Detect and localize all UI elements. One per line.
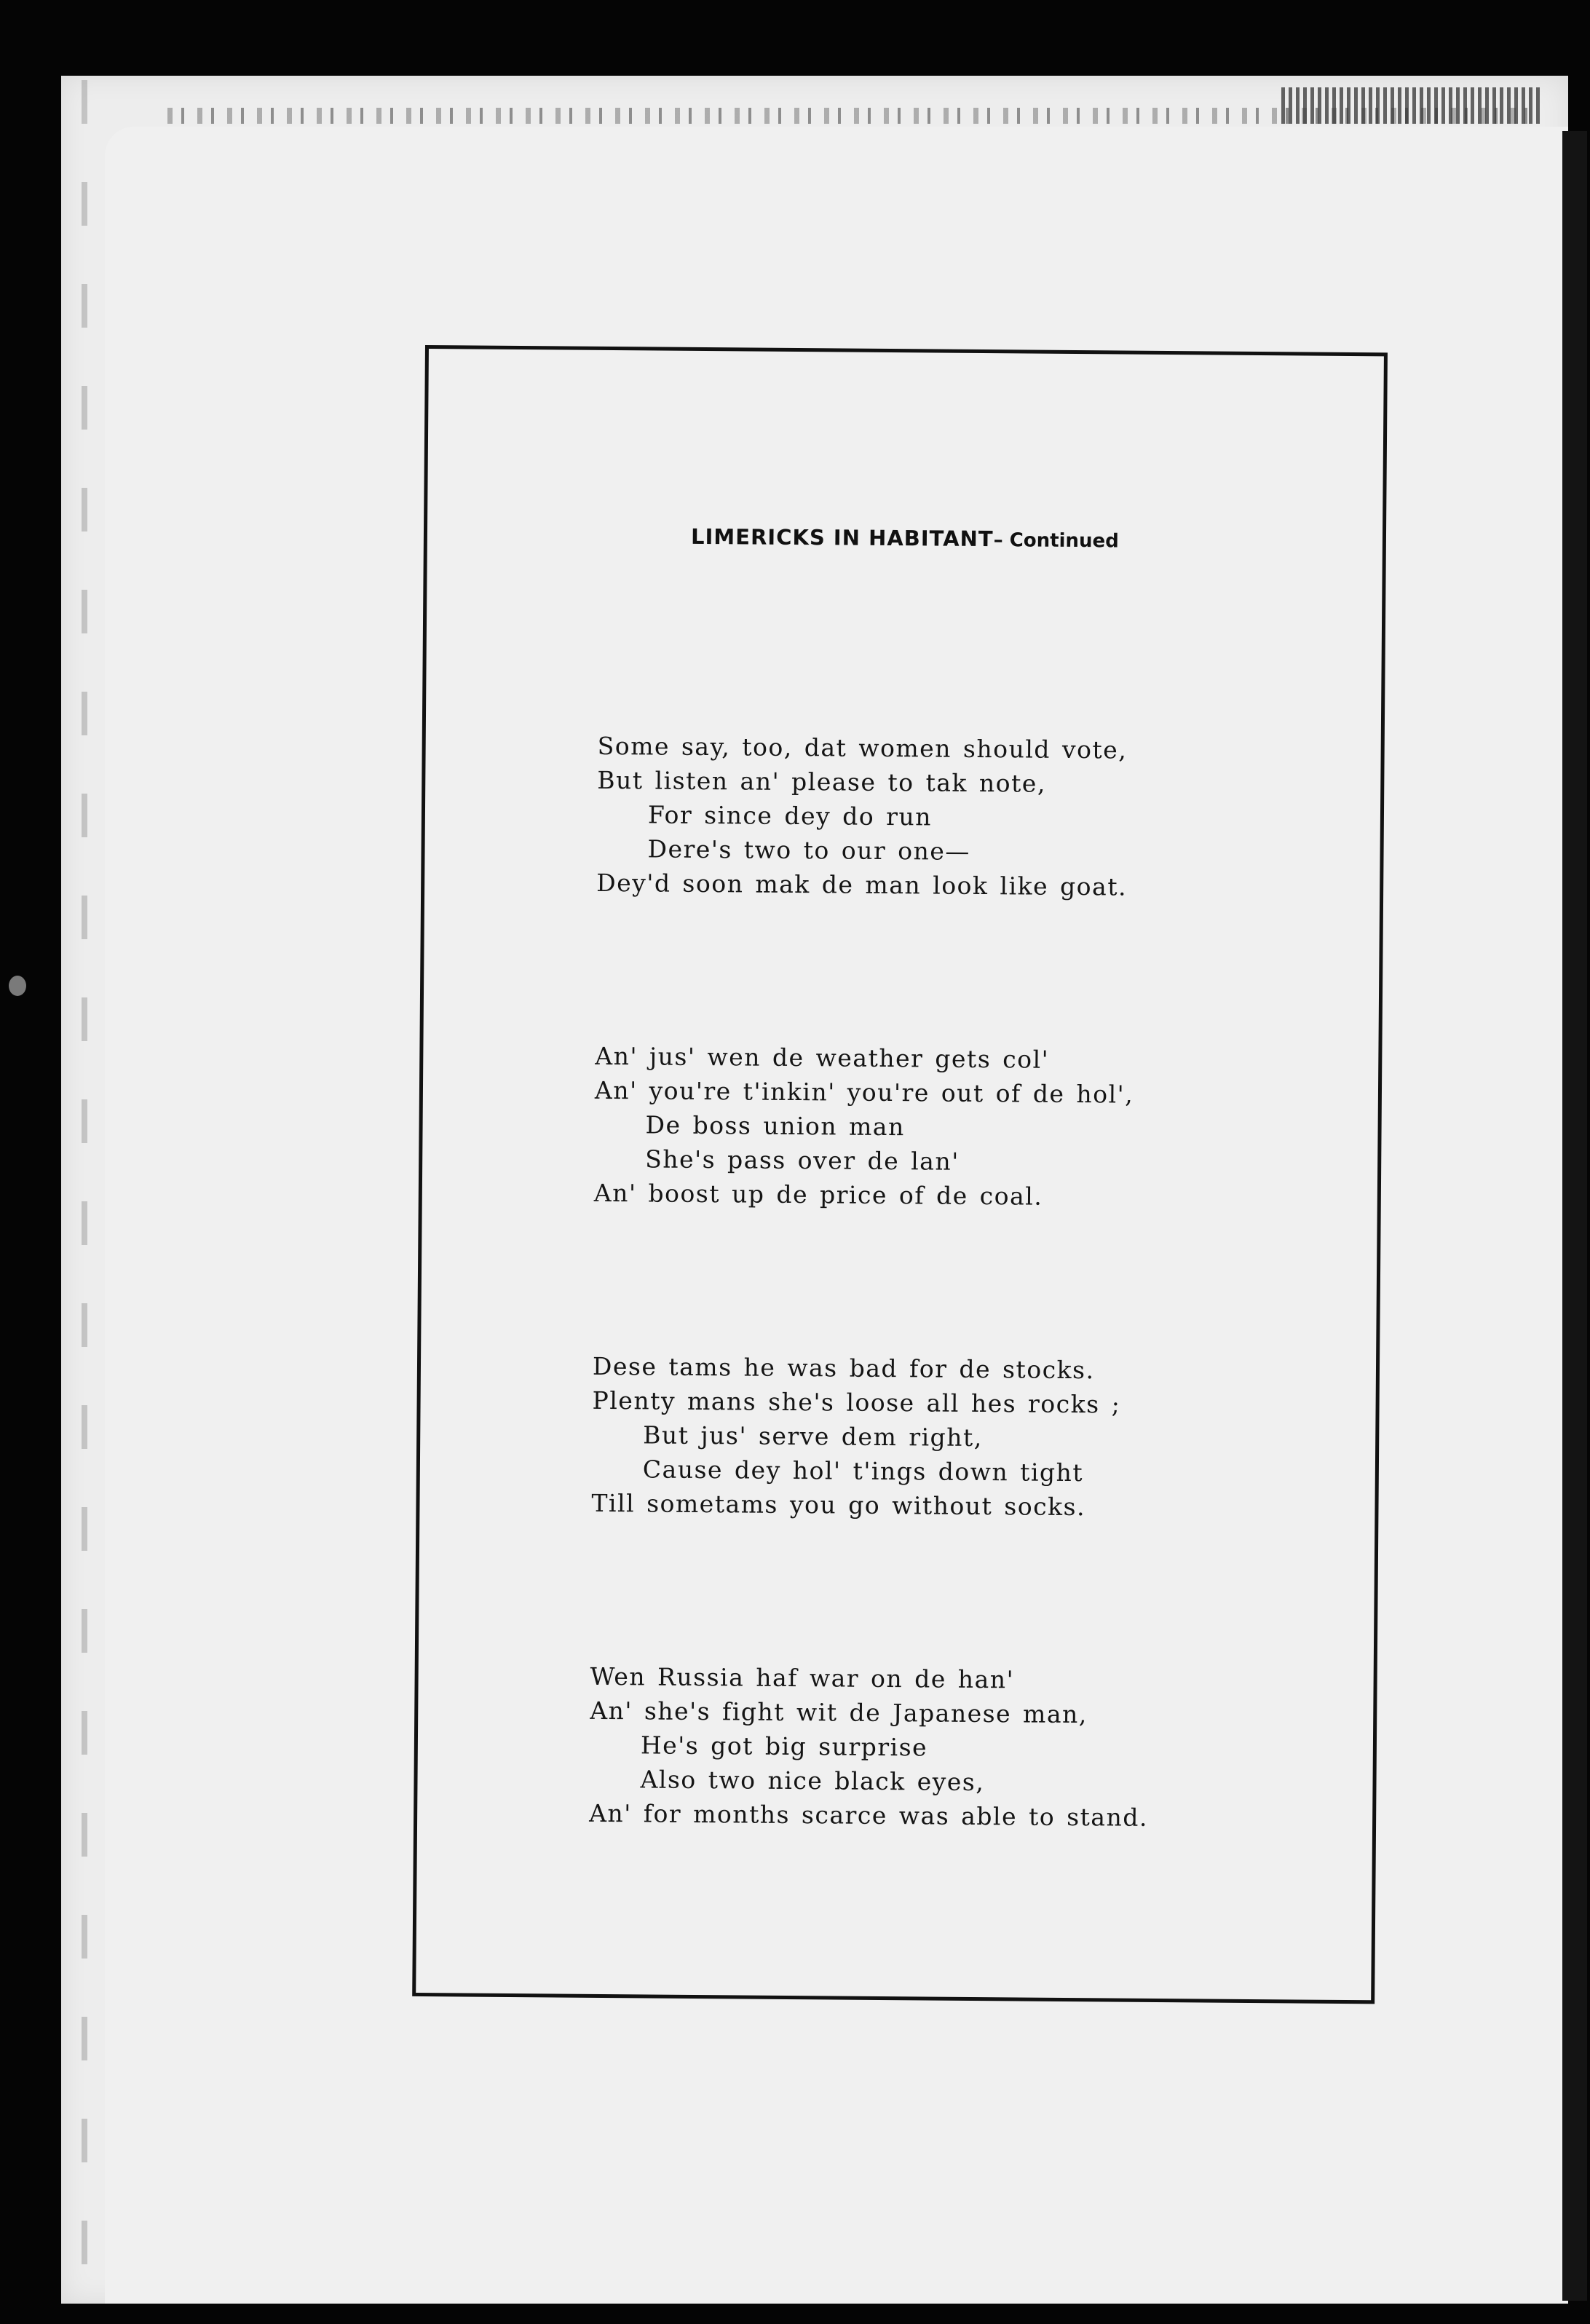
stanza-line: An' you're t'inkin' you're out of de hol', bbox=[594, 1075, 1134, 1109]
page-title bbox=[427, 522, 1383, 554]
limerick-stanza-2 bbox=[594, 1039, 1134, 1214]
scan-left-mark bbox=[9, 976, 26, 996]
stanza-line: Wen Russia haf war on de han' bbox=[590, 1661, 1015, 1694]
page-title-suffix: – Continued bbox=[993, 529, 1119, 553]
stanza-line: An' for months scarce was able to stand. bbox=[589, 1798, 1149, 1832]
scan-left-edge-noise bbox=[82, 80, 87, 2301]
page-title-main: LIMERICKS IN HABITANT bbox=[690, 523, 994, 552]
limerick-stanza-3 bbox=[591, 1349, 1121, 1525]
stanza-line: For since dey do run bbox=[647, 800, 933, 831]
stanza-line: Dere's two to our one— bbox=[647, 834, 971, 866]
limerick-stanza-1 bbox=[596, 729, 1128, 904]
book-spine-edge bbox=[1562, 131, 1587, 2301]
stanza-line: Dey'd soon mak de man look like goat. bbox=[596, 868, 1128, 901]
stanza-line: An' she's fight wit de Japanese man, bbox=[590, 1696, 1088, 1729]
stanza-line: Cause dey hol' t'ings down tight bbox=[642, 1455, 1084, 1487]
scan-top-right-noise bbox=[1281, 87, 1543, 124]
stanza-line: Dese tams he was bad for de stocks. bbox=[592, 1351, 1095, 1385]
stanza-line: Some say, too, dat women should vote, bbox=[597, 731, 1128, 764]
limerick-stanza-4 bbox=[589, 1659, 1150, 1835]
text-frame-border bbox=[412, 345, 1388, 2004]
stanza-line: De boss union man bbox=[645, 1110, 905, 1142]
stanza-line: But listen an' please to tak note, bbox=[597, 765, 1047, 798]
stanza-line: An' boost up de price of de coal. bbox=[593, 1178, 1043, 1211]
stanza-line: Plenty mans she's loose all hes rocks ; bbox=[592, 1386, 1121, 1419]
stanza-line: Till sometams you go without socks. bbox=[591, 1488, 1086, 1522]
stanza-line: An' jus' wen de weather gets col' bbox=[595, 1041, 1050, 1074]
stanza-line: Also two nice black eyes, bbox=[640, 1765, 985, 1797]
stanza-line: He's got big surprise bbox=[640, 1731, 928, 1762]
stanza-line: But jus' serve dem right, bbox=[643, 1420, 983, 1452]
stanza-line: She's pass over de lan' bbox=[645, 1145, 960, 1176]
